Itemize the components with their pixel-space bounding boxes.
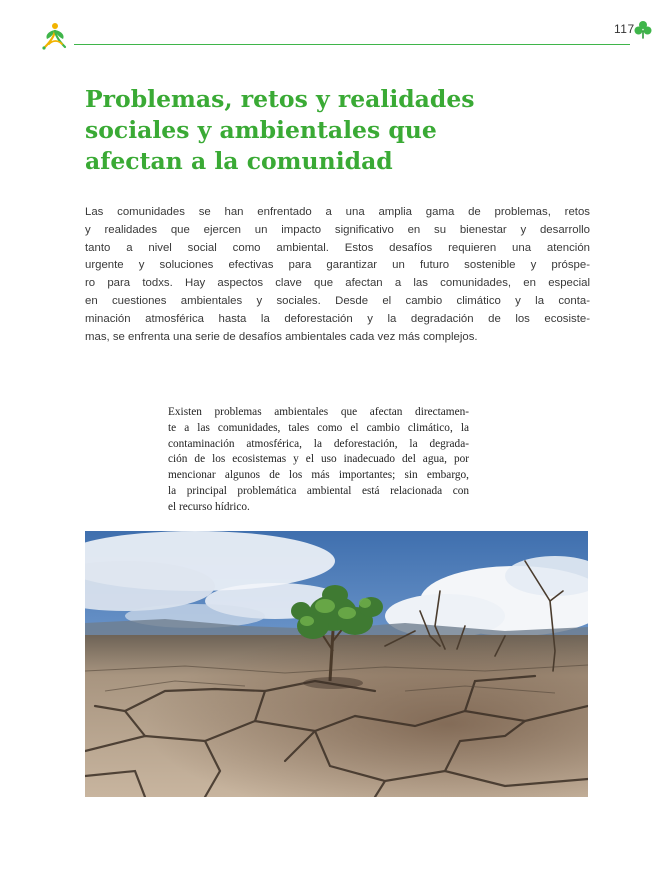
callout-line: ción de los ecosistemas y el uso inadecuado del agua, por	[168, 453, 469, 466]
callout-line: Existen problemas ambientales que afectan directamen-	[168, 406, 469, 418]
callout-line: te a las comunidades, tales como el cambio climático, la	[168, 421, 469, 434]
header-rule	[74, 44, 630, 45]
clover-icon	[633, 19, 653, 39]
intro-line: mas, se enfrenta una serie de desafíos ambientales cada vez más complejos.	[85, 330, 478, 343]
page-number: 117	[614, 22, 635, 36]
callout-line: mencionar algunos de los más importantes; sin embargo,	[168, 469, 469, 482]
callout-line: contaminación atmosférica, la deforestación, la degrada-	[168, 437, 469, 450]
title-line: afectan a la comunidad	[85, 147, 393, 175]
page-title	[85, 84, 545, 177]
person-sprout-logo-icon	[40, 22, 72, 52]
intro-line: urgente y soluciones efectivas para garantizar un futuro sostenible y próspe-	[85, 259, 590, 272]
callout-line: la principal problemática ambiental está relacionada con	[168, 484, 469, 497]
intro-line: minación atmosférica hasta la deforestación y la degradación de los ecosiste-	[85, 312, 590, 325]
intro-line: en cuestiones ambientales y sociales. Desde el cambio climático y la conta-	[85, 294, 590, 307]
callout-line: el recurso hídrico.	[168, 500, 250, 513]
intro-line: Las comunidades se han enfrentado a una amplia gama de problemas, retos	[85, 206, 590, 218]
title-line: sociales y ambientales que	[85, 116, 437, 144]
intro-line: y realidades que ejercen un impacto significativo en su bienestar y desarrollo	[85, 223, 590, 236]
callout-paragraph	[168, 405, 469, 516]
drought-landscape-photo	[85, 531, 588, 797]
intro-paragraph	[85, 204, 590, 346]
title-line: Problemas, retos y realidades	[85, 85, 475, 113]
intro-line: ro para todxs. Hay aspectos clave que afectan a las comunidades, en especial	[85, 277, 590, 290]
intro-line: tanto a nivel social como ambiental. Estos desafíos requieren una atención	[85, 241, 590, 254]
